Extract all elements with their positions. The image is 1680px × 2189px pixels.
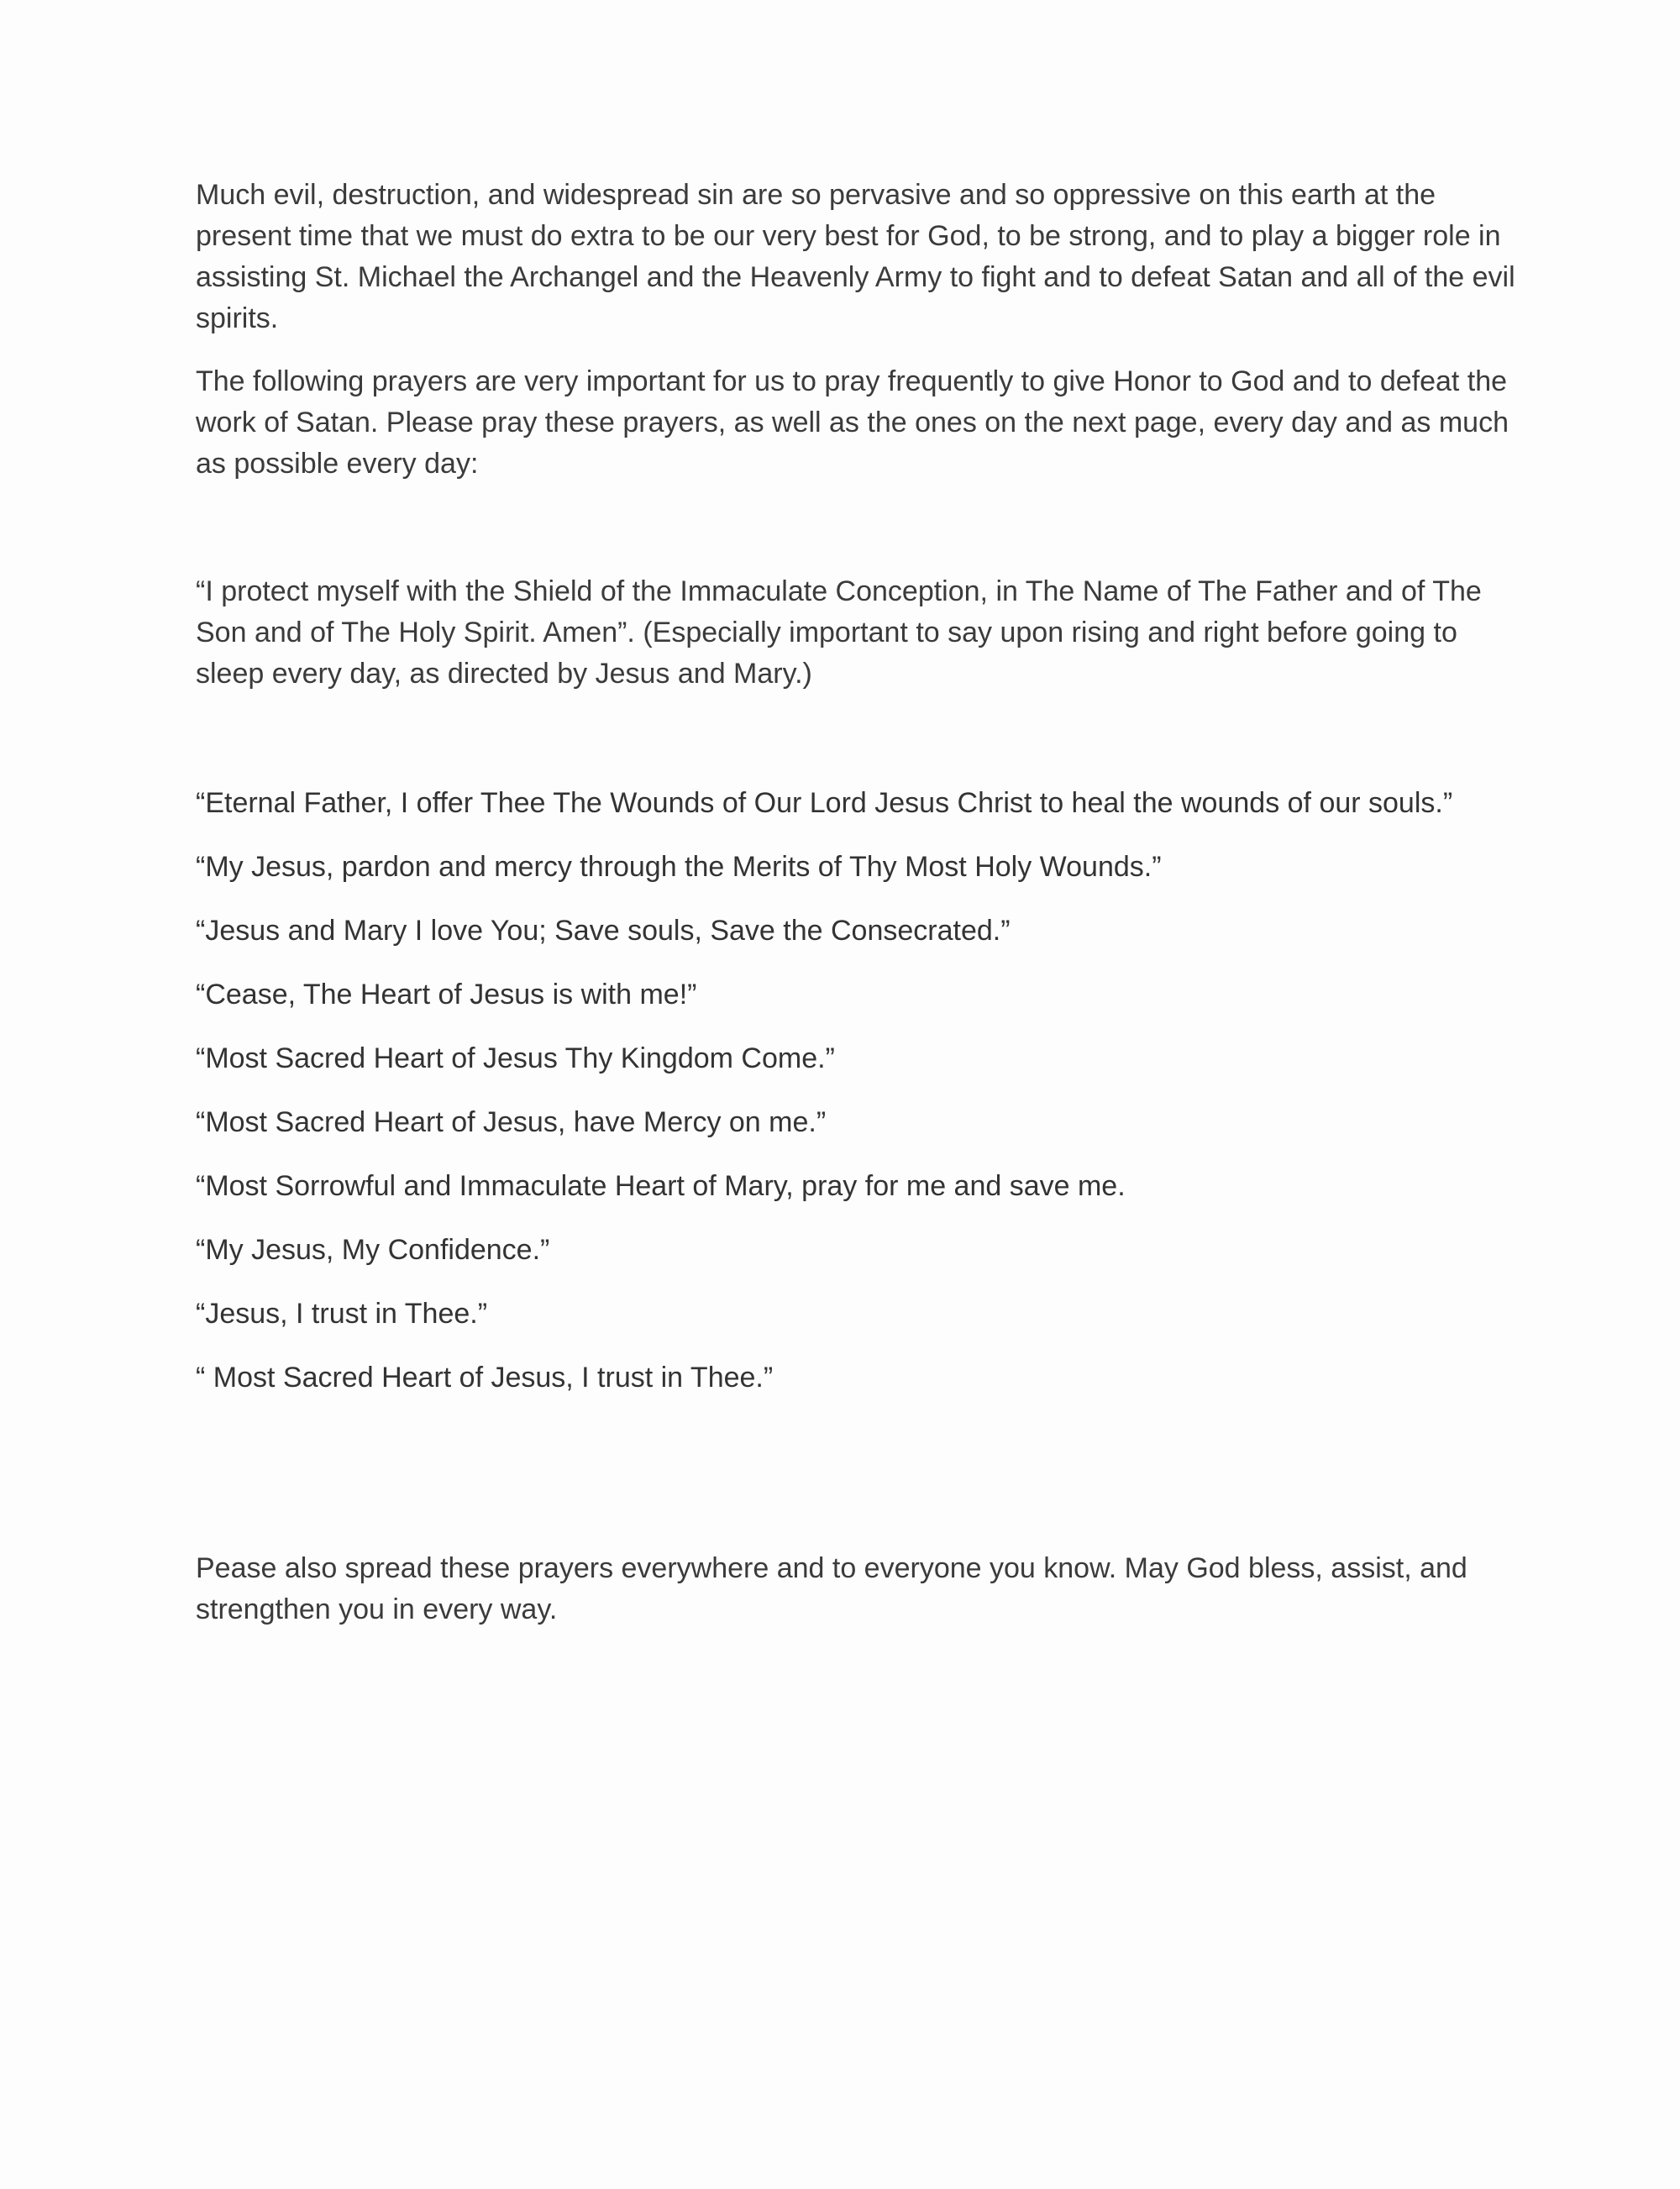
prayer-line: “My Jesus, pardon and mercy through the Merits of Thy Most Holy Wounds.”	[196, 851, 1162, 883]
prayer-line: “ Most Sacred Heart of Jesus, I trust in Thee.”	[196, 1362, 774, 1394]
prayer-line: “Jesus and Mary I love You; Save souls, Save the Consecrated.”	[196, 915, 1011, 947]
shield-prayer: “I protect myself with the Shield of the Immaculate Conception, in The Name of The Father and of The Son and of The Holy Spirit. Amen”. (Especially important to say upon rising and right before going to sleep every day, as directed by Jesus and Mary.)	[196, 575, 1482, 690]
prayer-line: “My Jesus, My Confidence.”	[196, 1234, 550, 1266]
prayer-line: “Jesus, I trust in Thee.”	[196, 1298, 488, 1330]
prayer-line: “Cease, The Heart of Jesus is with me!”	[196, 979, 697, 1011]
closing-paragraph: Pease also spread these prayers everywhere and to everyone you know. May God bless, assist, and strengthen you in every way.	[196, 1552, 1467, 1625]
prayer-line: “Most Sorrowful and Immaculate Heart of Mary, pray for me and save me.	[196, 1170, 1126, 1202]
prayer-line: “Most Sacred Heart of Jesus Thy Kingdom Come.”	[196, 1042, 835, 1074]
prayer-line: “Eternal Father, I offer Thee The Wounds of Our Lord Jesus Christ to heal the wounds of our souls.”	[196, 787, 1453, 819]
prayer-line: “Most Sacred Heart of Jesus, have Mercy on me.”	[196, 1106, 827, 1138]
intro-paragraph-1: Much evil, destruction, and widespread sin are so pervasive and so oppressive on this earth at the present time that we must do extra to be our very best for God, to be strong, and to play a bigger role in assisting St. Michael the Archangel and the Heavenly Army to fight and to defeat Satan and all of the evil spirits.	[196, 179, 1515, 334]
intro-paragraph-2: The following prayers are very important for us to pray frequently to give Honor to God and to defeat the work of Satan. Please pray these prayers, as well as the ones on the next page, every day and as much as possible every day:	[196, 365, 1509, 480]
